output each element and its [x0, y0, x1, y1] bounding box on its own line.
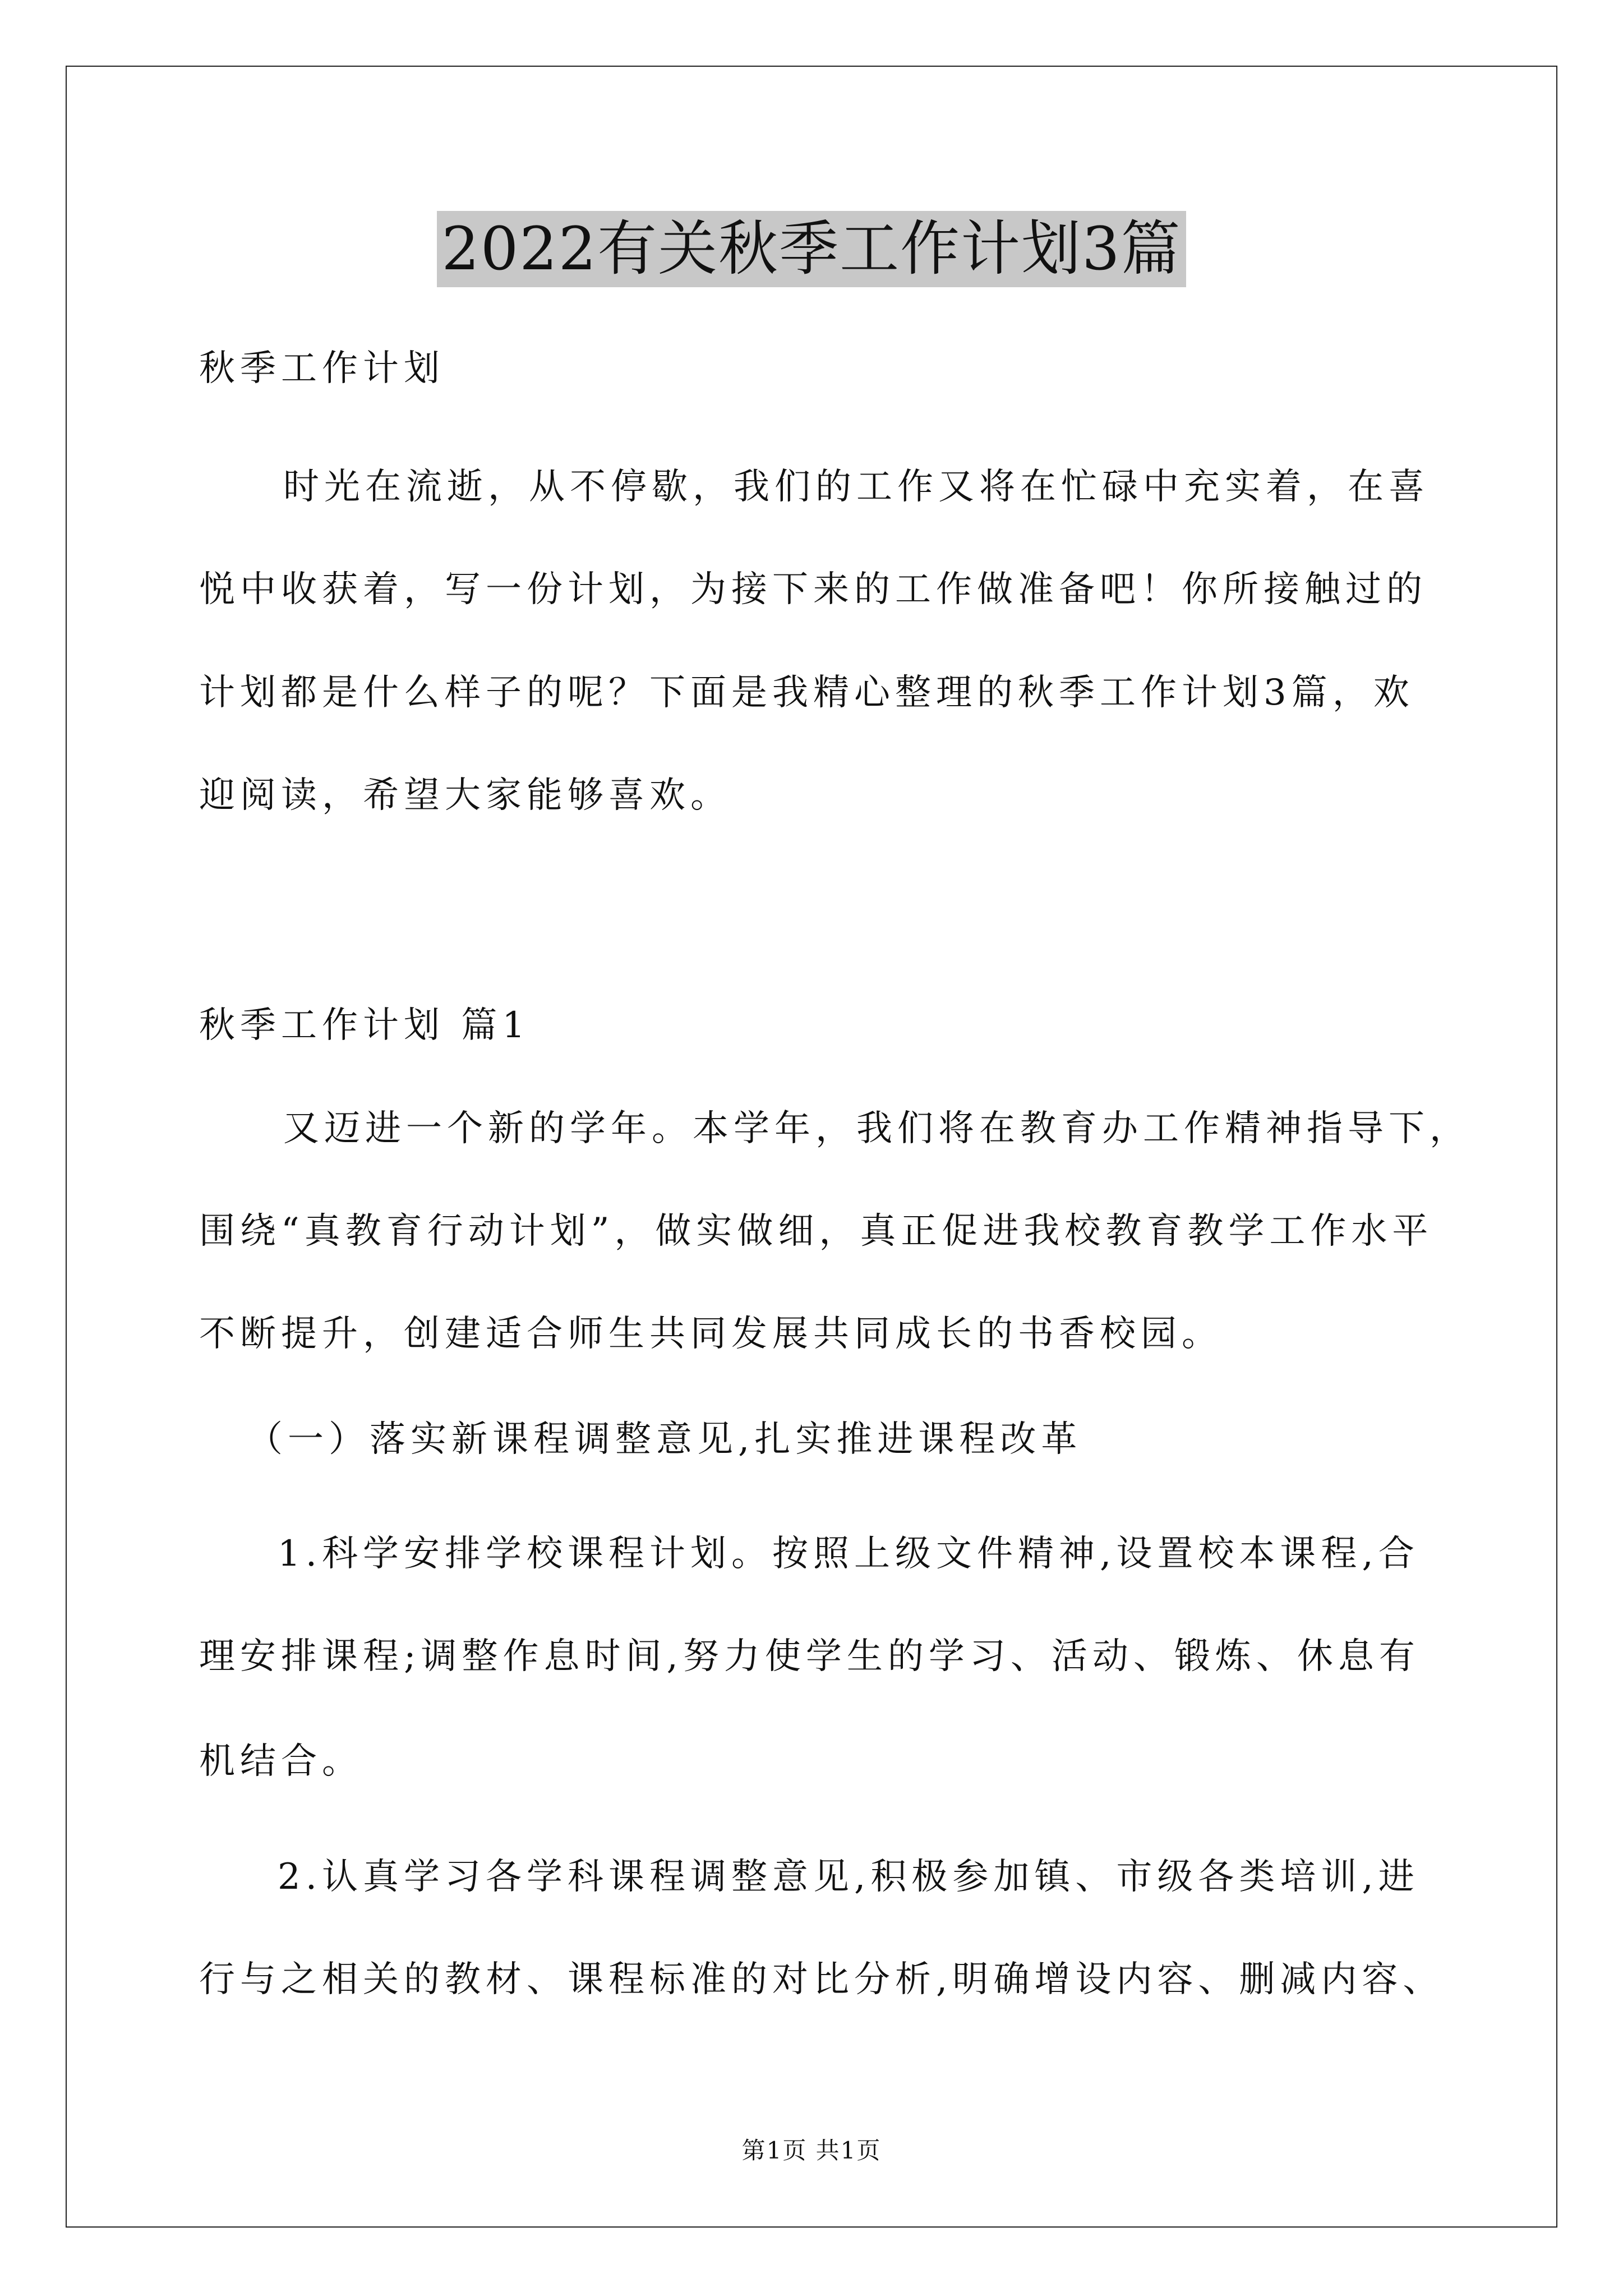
title-container — [0, 211, 1623, 287]
paragraph-line: 不断提升，创建适合师生共同发展共同成长的书香校园。 — [199, 1313, 1223, 1355]
paragraph-line: 悦中收获着，写一份计划，为接下来的工作做准备吧！你所接触过的 — [199, 569, 1427, 610]
section-heading: 秋季工作计划 — [199, 348, 445, 389]
page-footer: 第1页 共1页 — [741, 2137, 882, 2164]
section-heading: 秋季工作计划 篇1 — [199, 1005, 531, 1046]
paragraph-line: 计划都是什么样子的呢？下面是我精心整理的秋季工作计划3篇，欢 — [199, 672, 1414, 714]
paragraph-line: 行与之相关的教材、课程标准的对比分析,明确增设内容、删减内容、 — [199, 1959, 1444, 2000]
paragraph-line: 迎阅读，希望大家能够喜欢。 — [199, 775, 731, 816]
subheading: （一）落实新课程调整意见,扎实推进课程改革 — [247, 1419, 1082, 1460]
paragraph-line: 2.认真学习各学科课程调整意见,积极参加镇、市级各类培训,进 — [278, 1856, 1419, 1898]
paragraph-line: 1.科学安排学校课程计划。按照上级文件精神,设置校本课程,合 — [278, 1533, 1419, 1575]
paragraph-line: 围绕“真教育行动计划”，做实做细，真正促进我校教育教学工作水平 — [199, 1211, 1433, 1252]
paragraph-line: 时光在流逝，从不停歇，我们的工作又将在忙碌中充实着，在喜 — [283, 466, 1430, 508]
document-title: 2022有关秋季工作计划3篇 — [437, 211, 1186, 287]
paragraph-line: 机结合。 — [199, 1741, 363, 1782]
paragraph-line: 理安排课程;调整作息时间,努力使学生的学习、活动、锻炼、休息有 — [199, 1636, 1420, 1677]
paragraph-line: 又迈进一个新的学年。本学年，我们将在教育办工作精神指导下， — [283, 1108, 1470, 1149]
